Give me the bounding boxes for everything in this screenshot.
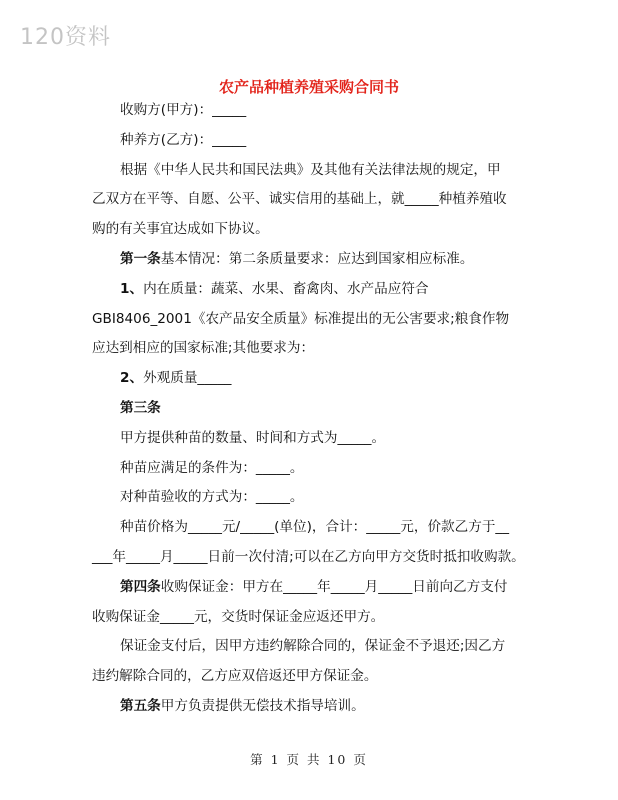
- article-text: 甲方负责提供无偿技术指导培训。: [160, 697, 365, 714]
- item-number: 2、: [120, 370, 144, 387]
- document-title: 农产品种植养殖采购合同书: [218, 78, 399, 96]
- paragraph-line: 购的有关事宜达成如下协议。: [92, 221, 269, 238]
- article-text: 收购保证金：甲方在_____年_____月_____日前向乙方支付: [160, 578, 508, 595]
- item-text: 外观质量_____: [143, 370, 232, 387]
- paragraph-line: 甲方提供种苗的数量、时间和方式为_____。: [120, 429, 386, 446]
- buyer-line: 收购方(甲方)：_____: [120, 102, 247, 118]
- grower-line: 种养方(乙方)：_____: [120, 131, 247, 148]
- article-4: [92, 573, 546, 603]
- article-5: [92, 692, 546, 722]
- paragraph-line: 乙双方在平等、自愿、公平、诚实信用的基础上，就_____种植养殖收: [92, 191, 507, 208]
- watermark: 120资料: [20, 25, 111, 50]
- article-text: 基本情况：第二条质量要求：应达到国家相应标准。: [160, 250, 474, 267]
- item-1: [92, 275, 546, 305]
- page-footer: 第 1 页 共 10 页: [250, 752, 368, 767]
- article-heading: 第四条: [120, 578, 161, 595]
- article-1: [92, 245, 546, 275]
- paragraph-line: 根据《中华人民共和国民法典》及其他有关法律法规的规定，甲: [120, 161, 501, 178]
- paragraph-line: 应达到相应的国家标准;其他要求为：: [92, 340, 315, 357]
- article-3-heading: 第三条: [120, 399, 161, 416]
- paragraph-line: 对种苗验收的方式为：_____。: [120, 489, 304, 506]
- document-body: [92, 96, 546, 722]
- item-2: [92, 364, 546, 394]
- article-heading: 第五条: [120, 697, 161, 714]
- item-number: 1、: [120, 280, 144, 297]
- paragraph-line: 违约解除合同的，乙方应双倍返还甲方保证金。: [92, 668, 378, 685]
- paragraph-line: 保证金支付后，因甲方违约解除合同的，保证金不予退还;因乙方: [120, 638, 506, 655]
- paragraph-line: ___年_____月_____日前一次付清;可以在乙方向甲方交货时抵扣收购款。: [92, 548, 525, 565]
- paragraph-line: 种苗应满足的条件为：_____。: [120, 459, 304, 476]
- paragraph-line: GBI8406_2001《农产品安全质量》标准提出的无公害要求;粮食作物: [92, 310, 510, 327]
- paragraph-line: 种苗价格为_____元/_____(单位)，合计：_____元，价款乙方于__: [120, 519, 510, 536]
- paragraph-line: 收购保证金_____元，交货时保证金应返还甲方。: [92, 608, 385, 625]
- item-text: 内在质量：蔬菜、水果、畜禽肉、水产品应符合: [143, 280, 429, 297]
- article-heading: 第一条: [120, 250, 161, 267]
